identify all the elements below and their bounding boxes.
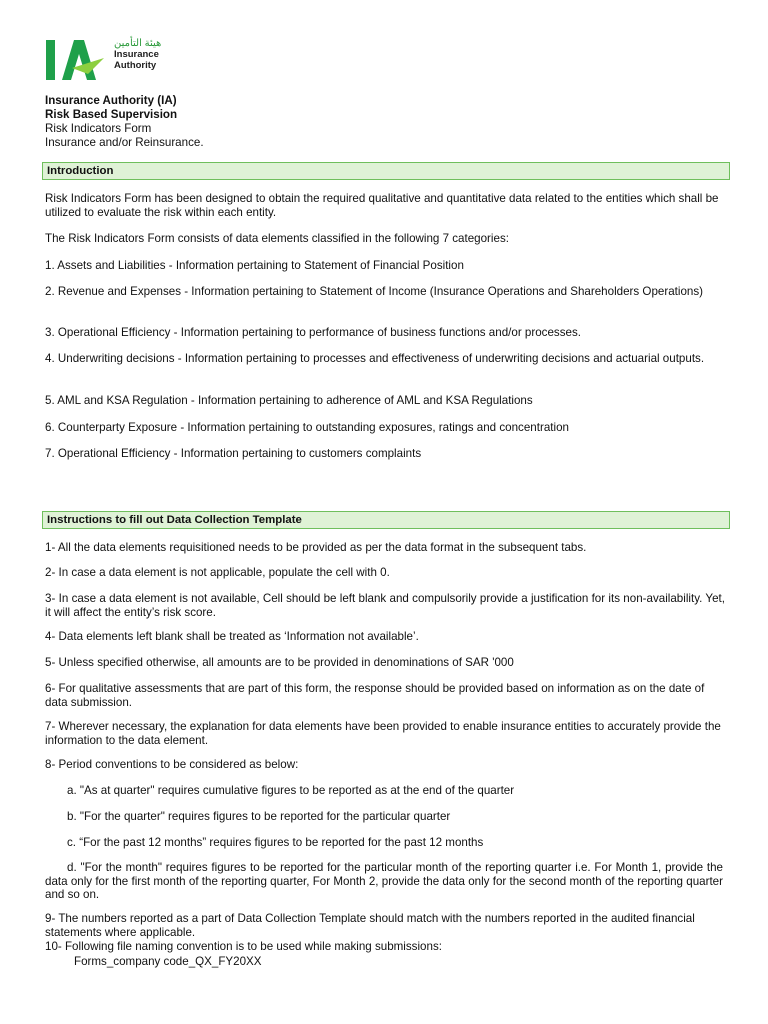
instruction-5: 5- Unless specified otherwise, all amounts are to be provided in denominations of SAR '000 bbox=[45, 656, 514, 669]
period-convention-c: c. “For the past 12 months” requires figures to be reported for the past 12 months bbox=[67, 836, 484, 849]
logo-wordmark bbox=[114, 38, 161, 71]
intro-item-4: 4. Underwriting decisions - Information pertaining to processes and effectiveness of underwriting decisions and actuarial outputs. bbox=[45, 352, 705, 365]
logo-line2: Authority bbox=[114, 60, 157, 71]
instruction-1: 1- All the data elements requisitioned needs to be provided as per the data format in the subsequent tabs. bbox=[45, 541, 587, 554]
logo-arabic: هيئة التأمين bbox=[114, 38, 162, 49]
period-convention-b: b. "For the quarter" requires figures to be reported for the particular quarter bbox=[67, 810, 451, 823]
intro-item-5: 5. AML and KSA Regulation - Information pertaining to adherence of AML and KSA Regulations bbox=[45, 394, 533, 407]
file-naming-convention: Forms_company code_QX_FY20XX bbox=[74, 955, 262, 968]
instruction-9: 9- The numbers reported as a part of Data Collection Template should match with the numbers reported in the audited financial statements where applicable. bbox=[45, 912, 695, 939]
logo-line1: Insurance bbox=[114, 49, 159, 60]
intro-item-2: 2. Revenue and Expenses - Information pertaining to Statement of Income (Insurance Operations and Shareholders Operations) bbox=[45, 285, 704, 298]
logo-i-bar bbox=[46, 40, 55, 80]
instruction-3: 3- In case a data element is not available, Cell should be left blank and compulsorily provide a justification for its non-availability. Yet, it will affect the entity’s risk score. bbox=[45, 592, 725, 619]
intro-item-7: 7. Operational Efficiency - Information pertaining to customers complaints bbox=[45, 447, 422, 460]
program-name: Risk Based Supervision bbox=[45, 108, 178, 121]
instruction-2: 2- In case a data element is not applicable, populate the cell with 0. bbox=[45, 566, 390, 579]
form-name: Risk Indicators Form bbox=[45, 122, 152, 135]
instruction-8: 8- Period conventions to be considered as below: bbox=[45, 758, 299, 771]
logo-a-shape bbox=[62, 40, 96, 80]
instruction-10: 10- Following file naming convention is to be used while making submissions: bbox=[45, 940, 442, 953]
org-name: Insurance Authority (IA) bbox=[45, 94, 177, 107]
intro-paragraph-2: The Risk Indicators Form consists of data elements classified in the following 7 categories: bbox=[45, 232, 509, 245]
intro-item-3: 3. Operational Efficiency - Information pertaining to performance of business functions and/or processes. bbox=[45, 326, 581, 339]
document-header bbox=[45, 94, 204, 150]
period-convention-d: d. "For the month" requires figures to be reported for the particular month of the reporting quarter i.e. For Month 1, provide the data only for the first month of the reporting quarter, For Month 2, provide the data only for the second month of the reporting quarter and so on. bbox=[45, 861, 723, 901]
intro-item-1: 1. Assets and Liabilities - Information pertaining to Statement of Financial Position bbox=[45, 259, 464, 272]
period-convention-a: a. "As at quarter" requires cumulative figures to be reported as at the end of the quarter bbox=[67, 784, 515, 797]
instruction-6: 6- For qualitative assessments that are part of this form, the response should be provided based on information as on the date of data submission. bbox=[45, 682, 705, 709]
intro-paragraph-1: Risk Indicators Form has been designed to obtain the required qualitative and quantitative data related to the entities which shall be utilized to evaluate the risk within each entity. bbox=[45, 192, 719, 219]
form-scope: Insurance and/or Reinsurance. bbox=[45, 136, 204, 149]
instruction-4: 4- Data elements left blank shall be treated as ‘Information not available’. bbox=[45, 630, 419, 643]
intro-item-6: 6. Counterparty Exposure - Information pertaining to outstanding exposures, ratings and concentration bbox=[45, 421, 569, 434]
instruction-7: 7- Wherever necessary, the explanation for data elements have been provided to enable insurance entities to accurately provide the information to the data element. bbox=[45, 720, 721, 747]
instructions-section-title: Instructions to fill out Data Collection Template bbox=[42, 511, 730, 529]
intro-section-title: Introduction bbox=[42, 162, 730, 180]
